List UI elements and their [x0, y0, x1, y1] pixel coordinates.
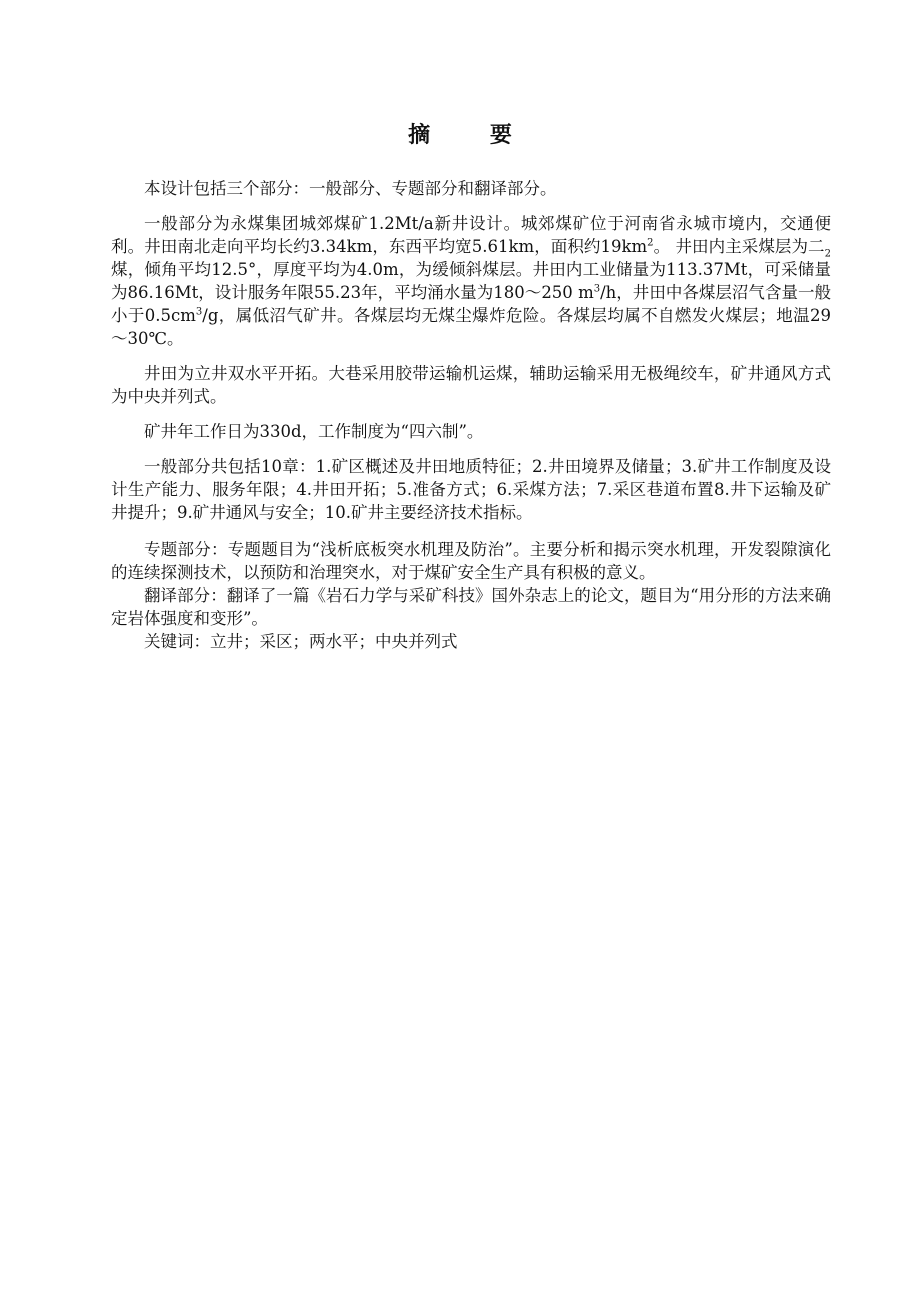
paragraph-chapters: 一般部分共包括10章：1.矿区概述及井田地质特征；2.井田境界及储量；3.矿井工作制度及设计生产能力、服务年限；4.井田开拓；5.准备方式；6.采煤方法；7.采区巷道布置8.井下运输及矿井提升；9.矿井通风与安全；10.矿井主要经济技术指标。: [111, 457, 831, 522]
subscript-seam: 2: [824, 248, 832, 260]
general-part-text-5: /g，属低沼气矿井。各煤层均无煤尘爆炸危险。各煤层均属不自燃发火煤层；地温29～30℃。: [111, 306, 831, 348]
paragraph-keywords: 关键词：立井；采区；两水平；中央并列式: [144, 632, 458, 651]
paragraph-overview: 本设计包括三个部分：一般部分、专题部分和翻译部分。: [144, 179, 557, 198]
general-part-text-3: 煤，倾角平均12.5°，厚度平均为4.0m，为缓倾斜煤层。井田内工业储量为113.37Mt，可采储量为86.16Mt，设计服务年限55.23年，平均涌水量为180～250 m: [111, 260, 831, 302]
superscript-cm3: 3: [195, 306, 203, 318]
paragraph-special-topic: 专题部分：专题题目为“浅析底板突水机理及防治”。主要分析和揭示突水机理，开发裂隙演化的连续探测技术，以预防和治理突水，对于煤矿安全生产具有积极的意义。: [111, 540, 831, 582]
general-part-text-2: 。 井田内主采煤层为二: [653, 237, 825, 256]
paragraph-translation: 翻译部分：翻译了一篇《岩石力学与采矿科技》国外杂志上的论文，题目为“用分形的方法来确定岩体强度和变形”。: [111, 586, 831, 628]
paragraph-general-part: [111, 212, 831, 350]
page-title: 摘 要: [408, 123, 538, 148]
paragraph-development: 井田为立井双水平开拓。大巷采用胶带运输机运煤，辅助运输采用无极绳绞车，矿井通风方式为中央并列式。: [111, 364, 831, 406]
paragraph-work-days: 矿井年工作日为330d，工作制度为“四六制”。: [144, 422, 484, 441]
superscript-m3: 3: [593, 283, 601, 295]
general-part-text-1: 一般部分为永煤集团城郊煤矿1.2Mt/a新井设计。城郊煤矿位于河南省永城市境内，交通便利。井田南北走向平均长约3.34km，东西平均宽5.61km，面积约19km: [111, 214, 831, 256]
abstract-body: [111, 177, 831, 653]
general-part-text-4: /h，井田中各煤层沼气含量一般小于0.5cm: [111, 283, 831, 325]
superscript-km2: 2: [647, 237, 654, 249]
